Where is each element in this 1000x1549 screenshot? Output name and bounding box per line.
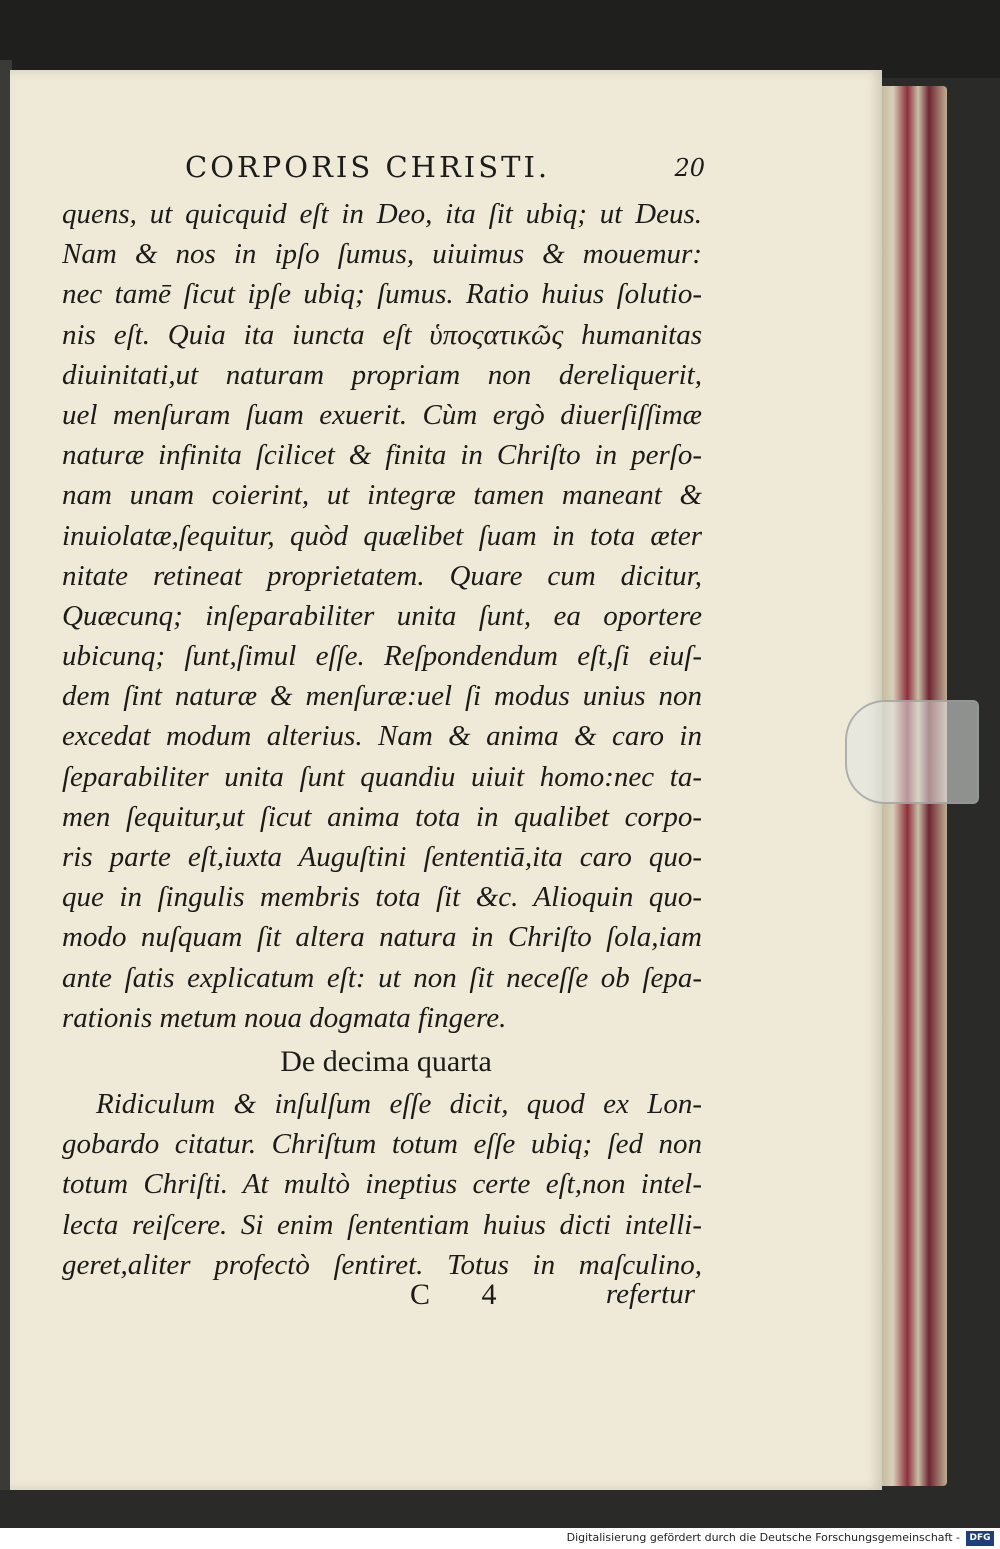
page-footer bbox=[410, 1278, 695, 1318]
text-line: ante ſatis explicatum eſt: ut non ſit neceſſe ob ſepa- bbox=[62, 961, 702, 994]
running-head: CORPORIS CHRISTI. bbox=[185, 150, 551, 184]
text-line: rationis metum noua dogmata fingere. bbox=[62, 1001, 507, 1034]
text-line: nec tamē ſicut ipſe ubiq; ſumus. Ratio huius ſolutio- bbox=[62, 278, 702, 311]
text-line: geret,aliter profectò ſentiret. Totus in maſculino, bbox=[62, 1248, 702, 1281]
text-line: lecta reiſcere. Si enim ſententiam huius dicti intelli- bbox=[62, 1208, 702, 1241]
dfg-logo-icon: DFG bbox=[966, 1531, 994, 1546]
text-line: nitate retineat proprietatem. Quare cum dicitur, bbox=[62, 559, 702, 592]
text-line: quens, ut quicquid eſt in Deo, ita ſit ubiq; ut Deus. bbox=[62, 198, 702, 230]
text-line: Quæcunq; inſeparabiliter unita ſunt, ea oportere bbox=[62, 599, 702, 632]
text-line: que in ſingulis membris tota ſit &c. Alioquin quo- bbox=[62, 881, 702, 914]
text-line: naturæ infinita ſcilicet & finita in Chriſto in perſo- bbox=[62, 439, 702, 472]
text-line: Nam & nos in ipſo ſumus, uiuimus & mouemur: bbox=[62, 238, 702, 271]
text-line: excedat modum alterius. Nam & anima & caro in bbox=[62, 720, 702, 753]
text-block bbox=[62, 194, 702, 1285]
text-line: uel menſuram ſuam exuerit. Cùm ergò diuerſiſſimæ bbox=[62, 398, 702, 431]
text-line: inuiolatæ,ſequitur, quòd quælibet ſuam in tota æter bbox=[62, 519, 702, 552]
signature-mark: C 4 bbox=[410, 1278, 519, 1311]
text-line: dem ſint naturæ & menſuræ:uel ſi modus unius non bbox=[62, 680, 702, 713]
section-heading: De decima quarta bbox=[280, 1044, 492, 1078]
text-line: ſeparabiliter unita ſunt quandiu uiuit homo:nec ta- bbox=[62, 760, 702, 793]
text-line: ris parte eſt,iuxta Auguſtini ſententiā,ita caro quo- bbox=[62, 841, 702, 873]
folio-number: 20 bbox=[674, 154, 705, 182]
text-line: nam unam coierint, ut integræ tamen maneant & bbox=[62, 479, 702, 512]
catchword: refertur bbox=[605, 1278, 695, 1310]
text-line: ubicunq; ſunt,ſimul eſſe. Reſpondendum eſt,ſi eiuſ- bbox=[62, 640, 702, 673]
text-line: totum Chriſti. At multò ineptius certe eſt,non intel- bbox=[62, 1168, 702, 1201]
scan-background-top bbox=[0, 0, 1000, 78]
text-line: diuinitati,ut naturam propriam non dereliquerit, bbox=[62, 358, 702, 391]
text-line: men ſequitur,ut ſicut anima tota in qualibet corpo- bbox=[62, 800, 702, 833]
page-header bbox=[185, 150, 705, 190]
text-line: Ridiculum & inſulſum eſſe dicit, quod ex Lon- bbox=[96, 1087, 702, 1120]
page-clip bbox=[845, 700, 979, 804]
text-line: modo nuſquam ſit altera natura in Chriſto ſola,iam bbox=[62, 921, 702, 954]
credit-bar bbox=[0, 1528, 1000, 1549]
credit-text: Digitalisierung gefördert durch die Deutsche Forschungsgemeinschaft - bbox=[566, 1531, 960, 1544]
text-line: nis eſt. Quia ita iuncta eſt ὑποςατικῶς humanitas bbox=[62, 318, 702, 351]
text-line: gobardo citatur. Chriſtum totum eſſe ubiq; ſed non bbox=[62, 1128, 702, 1161]
